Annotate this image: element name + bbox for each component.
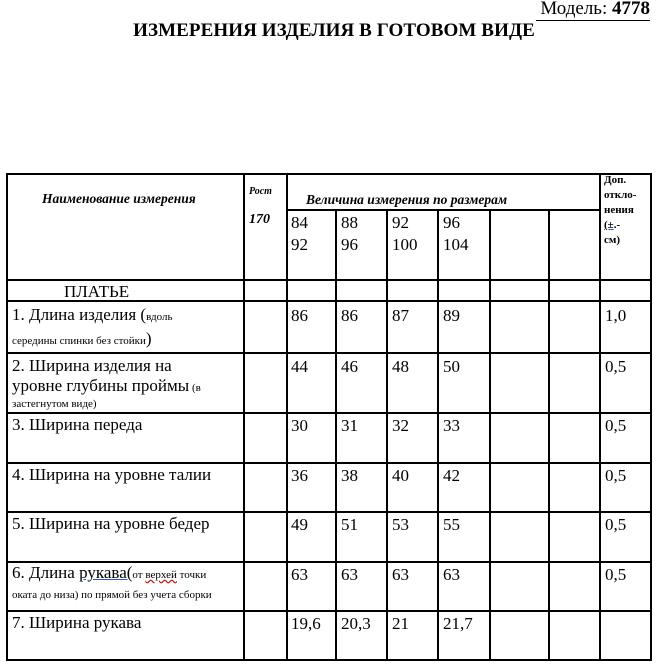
tolerance-value: 0,5 [605,515,627,534]
row-label-main: 1. Длина изделия ( [12,305,147,324]
tol-header-line: откло- [604,189,637,201]
col-divider [286,173,288,661]
size-chest: 88 [341,213,358,232]
size-chest: 96 [443,213,460,232]
table-cell-value: 89 [443,306,460,325]
model-label-text: Модель: [540,0,608,19]
tol-header-line: (± [604,219,614,231]
row-label-note: вдоль [146,311,173,323]
tol-header-line: .- [613,219,621,231]
table-border-bottom [6,659,651,661]
row-label: 7. Ширина рукава [12,613,142,632]
col-header-tolerance [604,173,636,248]
size-hips: 100 [392,235,418,254]
table-cell-value: 48 [392,357,409,376]
row-label-main: рукава( [79,563,133,582]
table-cell-value: 49 [291,515,308,534]
col-header-name: Наименование измерения [42,191,196,206]
table-cell-value: 44 [291,357,308,376]
table-cell-value: 20,3 [341,614,371,633]
model-number: 4778 [612,0,650,19]
row-label-note: верхей [145,569,177,581]
table-cell-value: 33 [443,416,460,435]
tol-header-line: нения [604,204,634,216]
size-chest: 84 [291,213,308,232]
table-cell-value: 86 [341,306,358,325]
row-label-main: 6. Длина [12,563,80,582]
table-cell-value: 40 [392,466,409,485]
size-hips: 92 [291,235,308,254]
tolerance-value: 0,5 [605,357,627,376]
tolerance-value: 0,5 [605,466,627,485]
sizes-header-divider [286,209,599,211]
table-cell-value: 36 [291,466,308,485]
row-label-note: точки [176,569,207,581]
col-divider [437,209,439,661]
tolerance-value: 1,0 [605,306,627,325]
table-cell-value: 63 [291,565,308,584]
page-title: ИЗМЕРЕНИЯ ИЗДЕЛИЯ В ГОТОВОМ ВИДЕ [133,20,535,41]
table-cell-value: 19,6 [291,614,321,633]
table-border-top [6,173,651,175]
table-border-left [6,173,8,661]
row-label-note: застегнутом виде) [12,398,97,410]
table-cell-value: 87 [392,306,409,325]
row-label-note: середины спинки без стойки [12,335,146,347]
row-label-note: (в [189,382,201,394]
size-header [291,212,308,256]
size-chest: 92 [392,213,409,232]
row-label [12,563,212,605]
table-cell-value: 50 [443,357,460,376]
col-divider [386,209,388,661]
tol-header-line: Доп. [604,174,627,186]
table-cell-value: 63 [341,565,358,584]
col-divider [243,173,245,661]
col-divider [335,209,337,661]
table-cell-value: 38 [341,466,358,485]
row-label-main: уровне глубины проймы [12,376,190,395]
table-cell-value: 42 [443,466,460,485]
row-label-main: 2. Ширина изделия на [12,356,172,375]
table-cell-value: 31 [341,416,358,435]
row-label [12,356,201,410]
row-label-note: от [132,569,146,581]
section-label: ПЛАТЬЕ [64,282,130,301]
table-border-right [650,173,652,661]
row-divider [6,352,651,354]
size-hips: 104 [443,235,469,254]
table-cell-value: 21,7 [443,614,473,633]
table-cell-value: 51 [341,515,358,534]
table-cell-value: 63 [392,565,409,584]
tol-header-line: см) [604,234,621,246]
table-cell-value: 46 [341,357,358,376]
row-label-note: оката до низа) по прямой без учета сборки [12,589,212,601]
table-cell-value: 32 [392,416,409,435]
col-divider [489,209,491,661]
size-header [392,212,418,256]
col-header-sizes: Величина измерения по размерам [306,192,508,207]
size-header [443,212,469,256]
col-divider [599,173,601,661]
table-cell-value: 30 [291,416,308,435]
row-label: 5. Ширина на уровне бедер [12,514,210,533]
table-cell-value: 53 [392,515,409,534]
table-cell-value: 21 [392,614,409,633]
table-cell-value: 63 [443,565,460,584]
size-hips: 96 [341,235,358,254]
height-value: 170 [249,212,270,227]
tolerance-value: 0,5 [605,416,627,435]
table-cell-value: 55 [443,515,460,534]
row-label: 3. Ширина переда [12,415,143,434]
col-header-height: Рост [249,186,272,197]
size-header [341,212,358,256]
row-label [12,304,172,352]
table-cell-value: 86 [291,306,308,325]
row-label-main: ) [145,329,152,348]
col-divider [548,209,550,661]
row-label: 4. Ширина на уровне талии [12,465,212,484]
tolerance-value: 0,5 [605,565,627,584]
